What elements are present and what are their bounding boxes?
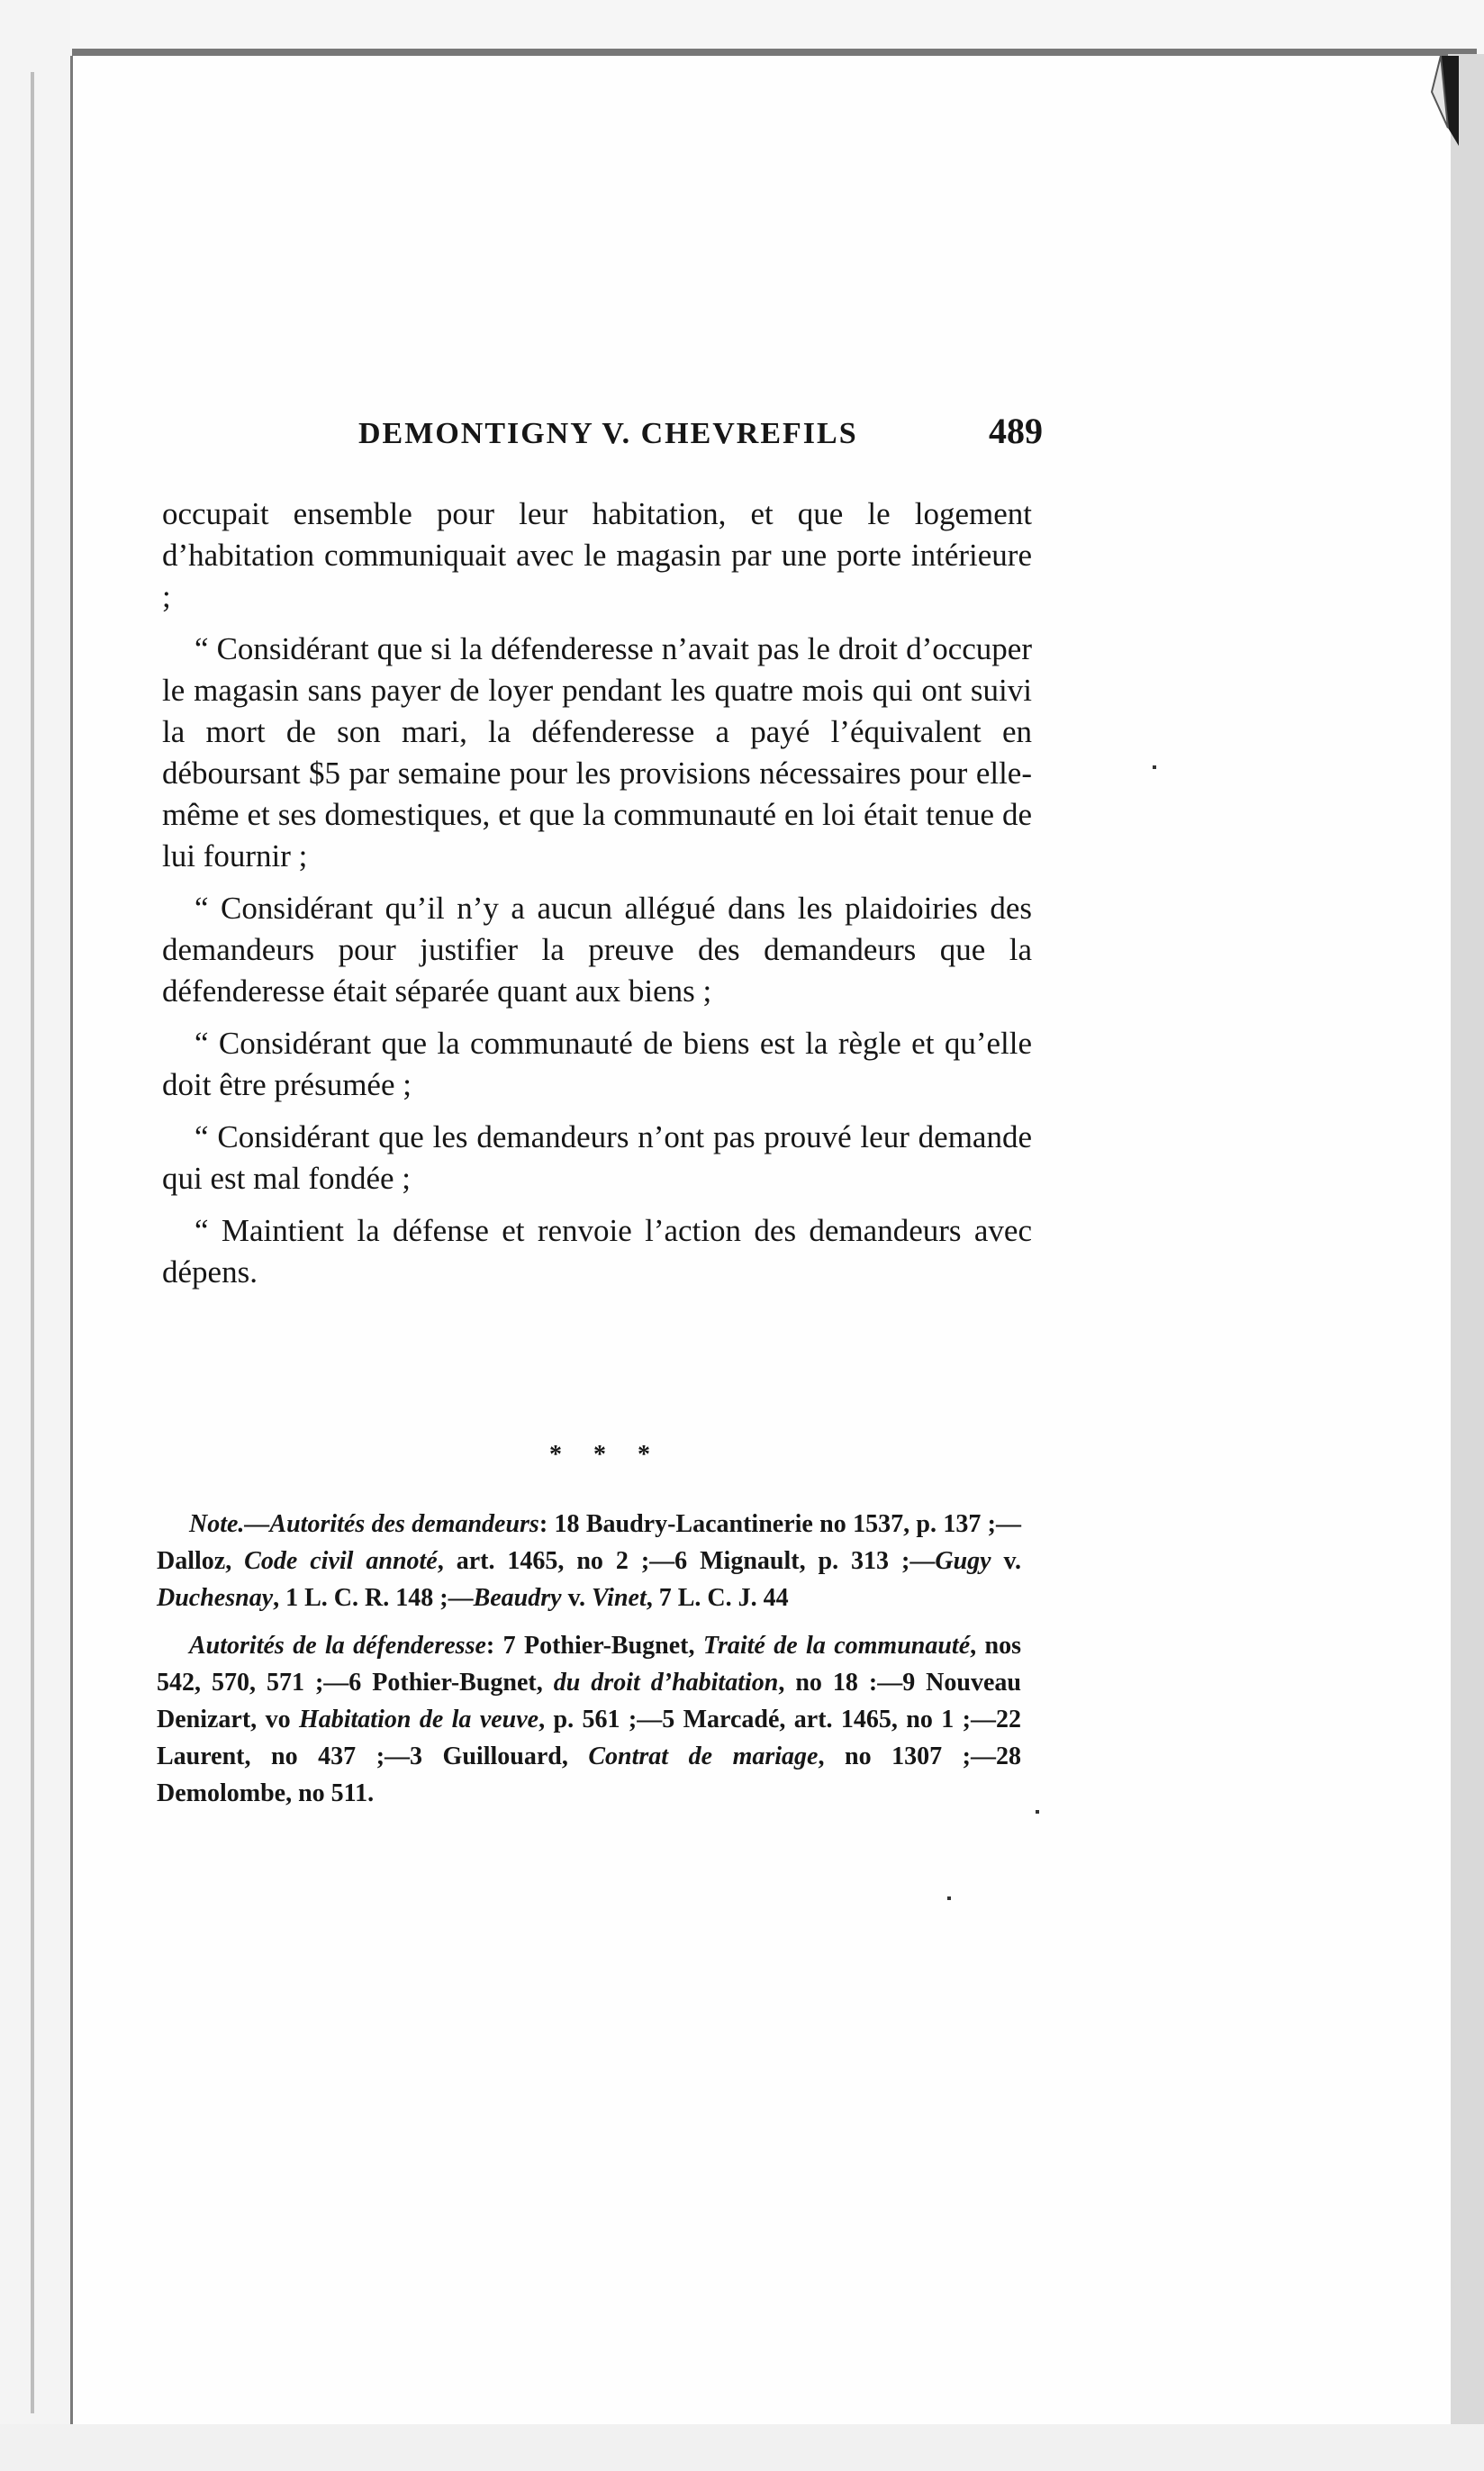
scan-speck: [1036, 1810, 1039, 1814]
note-text: v.: [561, 1584, 593, 1612]
note-text: , art. 1465, no 2 ;—6 Mignault, p. 313 ;—: [437, 1547, 936, 1575]
scan-top-edge: [0, 0, 1484, 56]
note-title: Code civil annoté: [244, 1547, 438, 1575]
running-head: DEMONTIGNY V. CHEVREFILS: [358, 417, 858, 450]
note-text: : 7 Pothier-Bugnet,: [485, 1632, 703, 1660]
note-plaintiffs-authorities: [157, 1506, 1021, 1616]
note-text: , 1 L. C. R. 148 ;—: [273, 1584, 474, 1612]
page-header: [358, 410, 1043, 464]
case-party: Gugy: [935, 1547, 991, 1575]
page-number: 489: [989, 411, 1043, 451]
scan-right-edge: [1448, 54, 1484, 2431]
scan-speck: [1153, 765, 1156, 769]
note-text: , 7 L. C. J. 44: [646, 1584, 789, 1612]
scan-bottom-edge: [0, 2424, 1484, 2471]
note-heading: Note.—Autorités des demandeurs: [189, 1510, 539, 1538]
note-defendant-authorities: [157, 1627, 1021, 1812]
case-party: Beaudry: [473, 1584, 562, 1612]
note-text: : 18 Baudry-Lacantinerie no 1537, p. 137 ;—Dalloz,: [157, 1510, 1022, 1575]
footnotes: [157, 1506, 1021, 1823]
paragraph: “ Considérant qu’il n’y a aucun allégué dans les plaidoiries des demandeurs pour justifier la preuve des demandeurs que la défenderesse était séparée quant aux biens ;: [162, 891, 1032, 1009]
folded-corner-icon: [1405, 56, 1459, 146]
note-text: , no 1307 ;—28 Demolombe, no 511.: [157, 1742, 1022, 1807]
note-text: v.: [991, 1547, 1021, 1575]
note-text: , nos 542, 570, 571 ;—6 Pothier-Bugnet,: [157, 1632, 1021, 1697]
note-title: du droit d’habitation: [553, 1669, 779, 1697]
scan-speck: [947, 1896, 951, 1900]
paragraph: occupait ensemble pour leur habitation, et que le logement d’habitation communiquait avec le magasin par une porte intérieure ;: [162, 496, 1032, 614]
scan-left-edge: [0, 0, 70, 2471]
note-title: Contrat de mariage: [588, 1742, 819, 1770]
body-text: [162, 493, 1032, 1304]
case-party: Vinet: [592, 1584, 647, 1612]
note-title: Habitation de la veuve: [298, 1706, 539, 1733]
note-title: Traité de la communauté: [702, 1632, 971, 1660]
section-separator: * * *: [549, 1441, 663, 1469]
note-text: , no 18 :—9 Nouveau Denizart, vo: [157, 1669, 1021, 1733]
note-text: , p. 561 ;—5 Marcadé, art. 1465, no 1 ;—22 Laurent, no 437 ;—3 Guillouard,: [157, 1706, 1021, 1770]
binding-line: [31, 72, 34, 2413]
note-heading: Autorités de la défenderesse: [189, 1632, 486, 1660]
paragraph: “ Considérant que la communauté de biens est la règle et qu’elle doit être présumée ;: [162, 1026, 1032, 1102]
paragraph: “ Considérant que les demandeurs n’ont pas prouvé leur demande qui est mal fondée ;: [162, 1119, 1032, 1196]
paragraph: “ Considérant que si la défenderesse n’avait pas le droit d’occuper le magasin sans payer de loyer pendant les quatre mois qui ont suivi la mort de son mari, la défenderesse a payé l’équivalent en déboursant $5 par semaine pour les provisions nécessaires pour elle-même et ses domestiques, et que la communauté en loi était tenue de lui fournir ;: [162, 631, 1032, 873]
paragraph: “ Maintient la défense et renvoie l’action des demandeurs avec dépens.: [162, 1213, 1032, 1290]
case-party: Duchesnay: [157, 1584, 274, 1612]
